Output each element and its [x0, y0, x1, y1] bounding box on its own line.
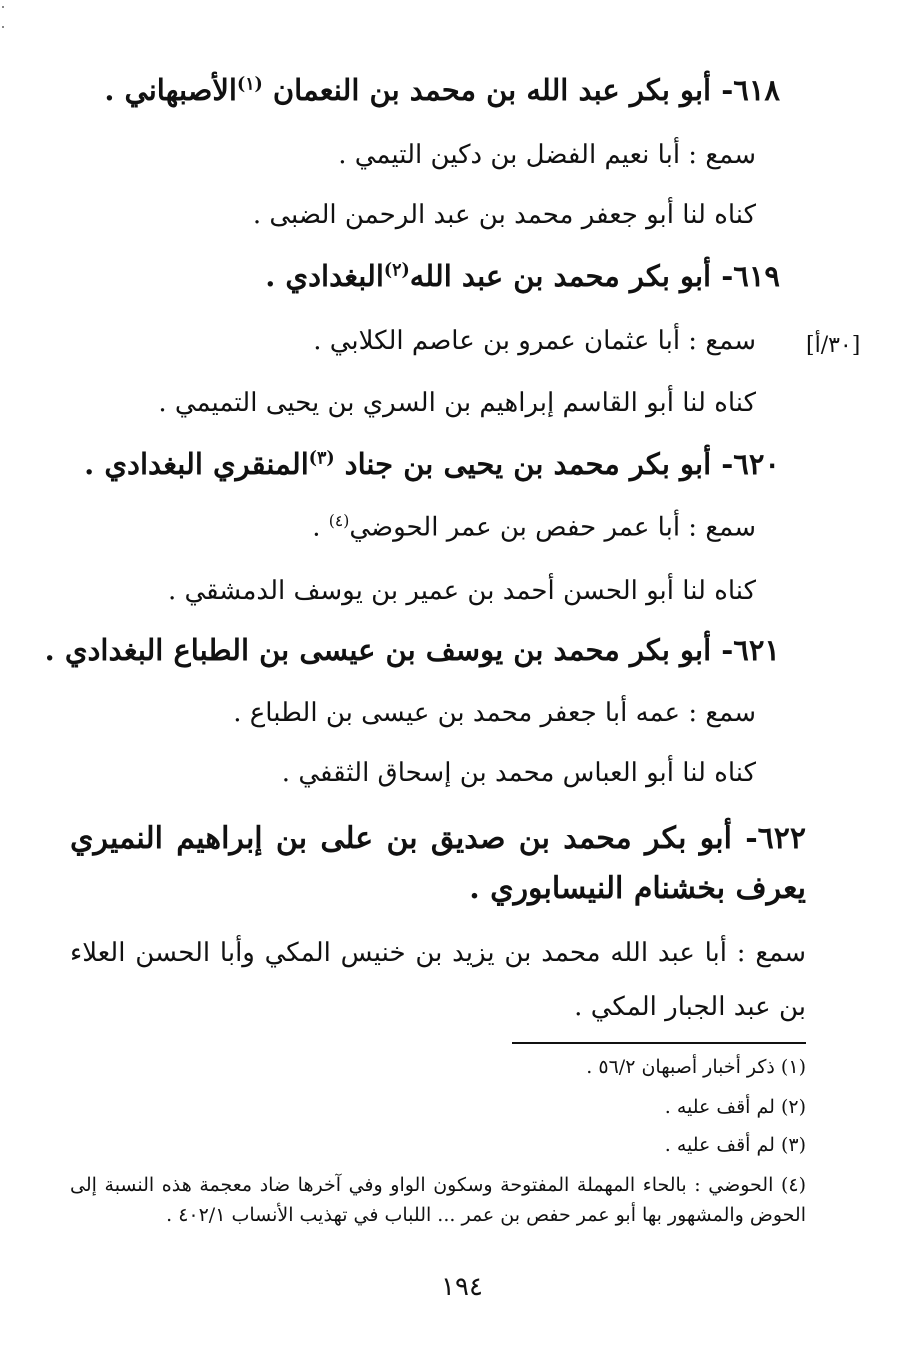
entry-618-heard: سمع : أبا نعيم الفضل بن دكين التيمي . [338, 140, 756, 170]
footnote-2: (٢) لم أقف عليه . [664, 1096, 806, 1118]
entry-620-heading: ٦٢٠- أبو بكر محمد بن يحيى بن جناد $^{(٣)}$المنقري البغدادي . [84, 447, 780, 481]
entry-619-kunya: كناه لنا أبو القاسم إبراهيم بن السري بن يحيى التميمي . [158, 388, 756, 418]
footnote-3: (٣) لم أقف عليه . [664, 1134, 806, 1156]
margin-folio-note: [٣٠/أ] [806, 333, 861, 358]
entry-621-kunya: كناه لنا أبو العباس محمد بن إسحاق الثقفي . [281, 758, 756, 788]
footnote-1: (١) ذكر أخبار أصبهان ٥٦/٢ . [586, 1056, 806, 1078]
footnote-ref-2: (٢) [383, 260, 410, 281]
entry-620-heard: سمع : أبا عمر حفص بن عمر الحوضي$^{(٤)}$ . [312, 512, 756, 543]
entry-621-heard: سمع : عمه أبا جعفر محمد بن عيسى بن الطباع . [233, 698, 756, 728]
entry-622-heard: سمع : أبا عبد الله محمد بن يزيد بن خنيس المكي وأبا الحسن العلاء بن عبد الجبار المكي . [70, 938, 806, 1022]
scan-speck [2, 6, 4, 8]
entry-621-heading: ٦٢١- أبو بكر محمد بن يوسف بن عيسى بن الطباع البغدادي . [44, 633, 780, 667]
footnote-separator [512, 1042, 806, 1044]
entry-619-heading: ٦١٩- أبو بكر محمد بن عبد الله$^{(٢)}$البغدادي . [265, 259, 780, 293]
entry-619-heard: سمع : أبا عثمان عمرو بن عاصم الكلابي . [313, 326, 756, 356]
footnote-4: (٤) الحوضي : بالحاء المهملة المفتوحة وسكون الواو وفي آخرها ضاد معجمة هذه النسبة إلى الحوض والمشهور بها أبو عمر حفص بن عمر ... اللباب في تهذيب الأنساب ٤٠٢/١ . [70, 1174, 806, 1226]
footnote-ref-3: (٣) [308, 448, 335, 469]
entry-620-kunya: كناه لنا أبو الحسن أحمد بن عمير بن يوسف الدمشقي . [167, 576, 756, 606]
footnote-ref-4: (٤) [328, 512, 350, 530]
entry-618-kunya: كناه لنا أبو جعفر محمد بن عبد الرحمن الضبى . [252, 200, 756, 230]
entry-618-heading: ٦١٨- أبو بكر عبد الله بن محمد بن النعمان $^{(١)}$الأصبهاني . [104, 73, 780, 107]
footnote-ref-1: (١) [236, 74, 263, 95]
scan-speck [2, 26, 4, 28]
page-number: ١٩٤ [441, 1272, 483, 1302]
entry-622-heading: ٦٢٢- أبو بكر محمد بن صديق بن على بن إبراهيم النميري يعرف بخشنام النيسابوري . [70, 821, 806, 906]
